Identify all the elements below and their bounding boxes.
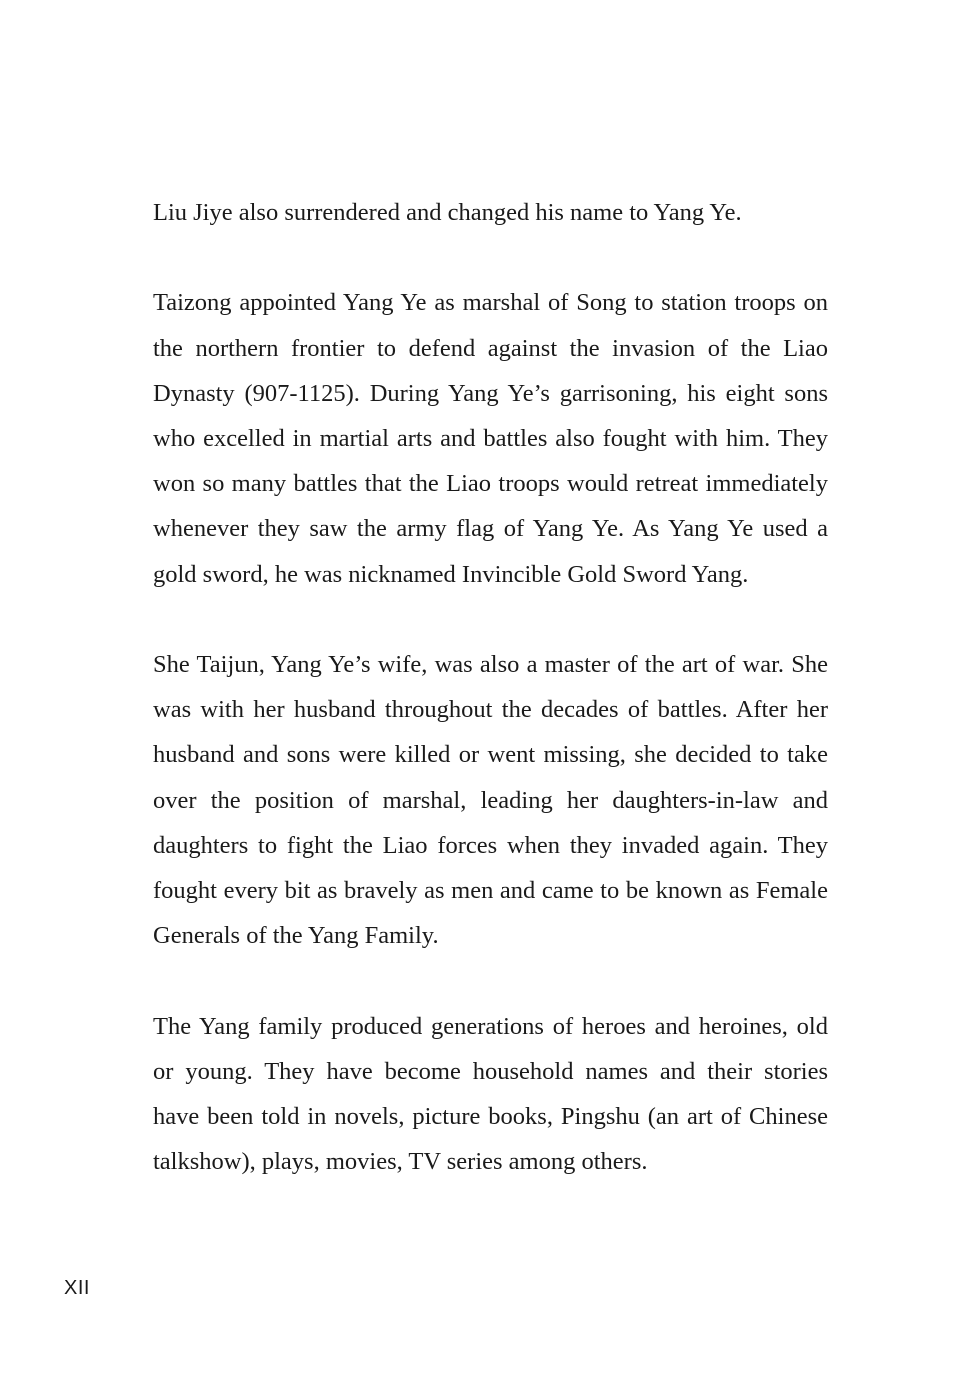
paragraph-3: She Taijun, Yang Ye’s wife, was also a master of the art of war. She was with her husband throughout the decades of battles. After her husband and sons were killed or went missing, she decided to take over the position of marshal, leading her daughters-in-law and daughters to fight the Liao forces when they invaded again. They fought every bit as bravely as men and came to be known as Female Generals of the Yang Family. [153,651,828,950]
paragraph-4: The Yang family produced generations of heroes and heroines, old or young. They have become household names and their stories have been told in novels, picture books, Pingshu (an art of Chinese talkshow), plays, movies, TV series among others. [153,1012,828,1176]
paragraph-2: Taizong appointed Yang Ye as marshal of Song to station troops on the northern frontier to defend against the invasion of the Liao Dynasty (907-1125). During Yang Ye’s garrisoning, his eight sons who excelled in martial arts and battles also fought with him. They won so many battles that the Liao troops would retreat immediately whenever they saw the army flag of Yang Ye. As Yang Ye used a gold sword, he was nicknamed Invincible Gold Sword Yang. [153,289,828,588]
paragraph-1: Liu Jiye also surrendered and changed his name to Yang Ye. [153,199,742,226]
page-number: XII [64,1277,90,1299]
body-text [153,190,828,1230]
